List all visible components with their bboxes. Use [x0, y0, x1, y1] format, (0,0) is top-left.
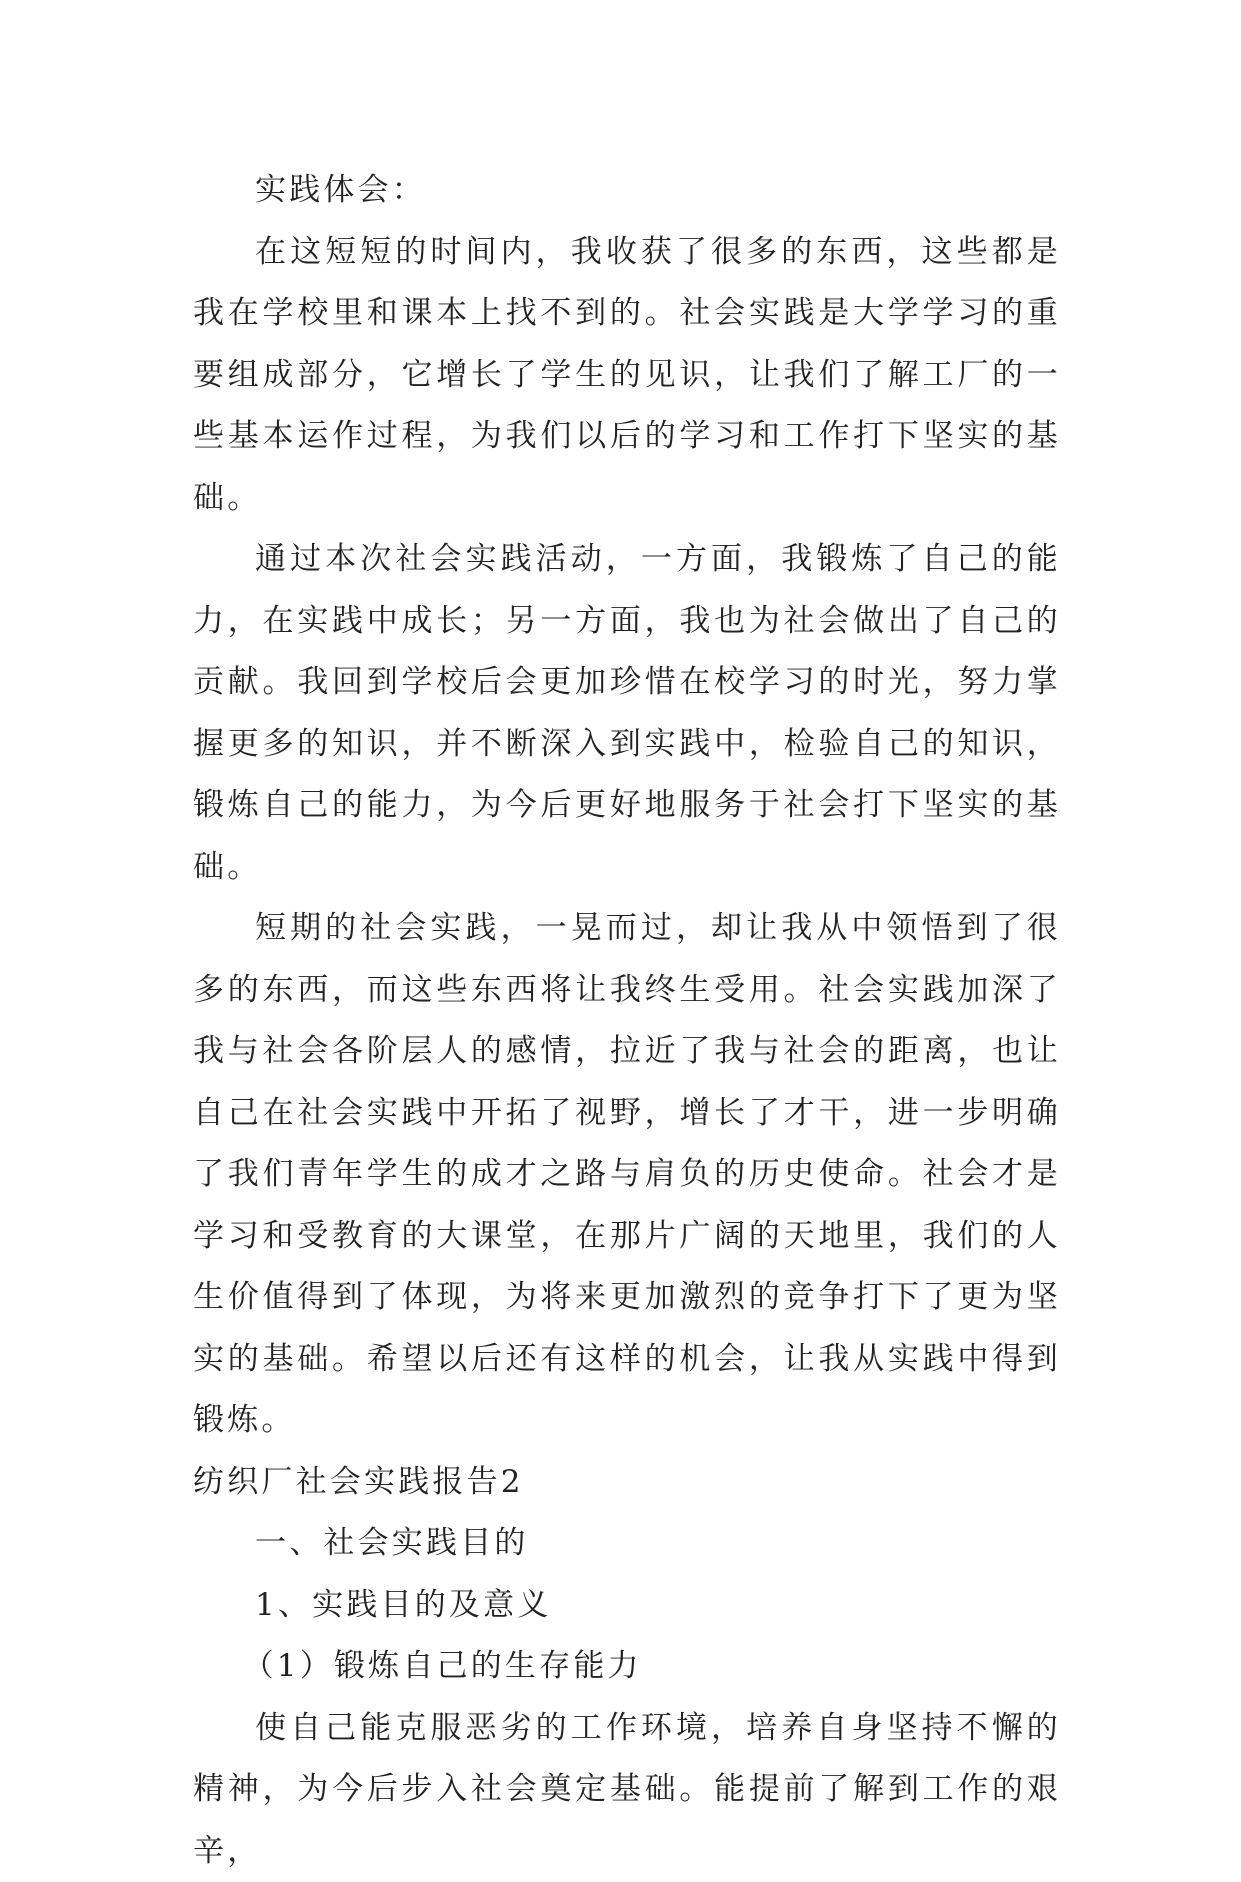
paragraph-insights: 短期的社会实践，一晃而过，却让我从中领悟到了很多的东西，而这些东西将让我终生受用。社会实践加深了我与社会各阶层人的感情，拉近了我与社会的距离，也让自己在社会实践中开拓了视野，增长了才干，进一步明确了我们青年学生的成才之路与肩负的历史使命。社会才是学习和受教育的大课堂，在那片广阔的天地里，我们的人生价值得到了体现，为将来更加激烈的竞争打下了更为坚实的基础。希望以后还有这样的机会，让我从实践中得到锻炼。 [193, 898, 1061, 1452]
section-heading-purpose: 一、社会实践目的 [193, 1513, 1061, 1575]
document-body [193, 160, 1061, 1882]
report-title: 纺织厂社会实践报告2 [193, 1452, 1061, 1514]
section-heading-practice-reflection: 实践体会： [193, 160, 1061, 222]
paragraph-growth: 通过本次社会实践活动，一方面，我锻炼了自己的能力，在实践中成长；另一方面，我也为社会做出了自己的贡献。我回到学校后会更加珍惜在校学习的时光，努力掌握更多的知识，并不断深入到实践中，检验自己的知识，锻炼自己的能力，为今后更好地服务于社会打下坚实的基础。 [193, 529, 1061, 898]
paragraph-work-environment: 使自己能克服恶劣的工作环境，培养自身坚持不懈的精神，为今后步入社会奠定基础。能提前了解到工作的艰辛， [193, 1698, 1061, 1882]
item-heading-survival-ability: （1）锻炼自己的生存能力 [193, 1636, 1061, 1698]
paragraph-gains: 在这短短的时间内，我收获了很多的东西，这些都是我在学校里和课本上找不到的。社会实践是大学学习的重要组成部分，它增长了学生的见识，让我们了解工厂的一些基本运作过程，为我们以后的学习和工作打下坚实的基础。 [193, 222, 1061, 530]
subsection-heading-purpose-meaning: 1、实践目的及意义 [193, 1575, 1061, 1637]
